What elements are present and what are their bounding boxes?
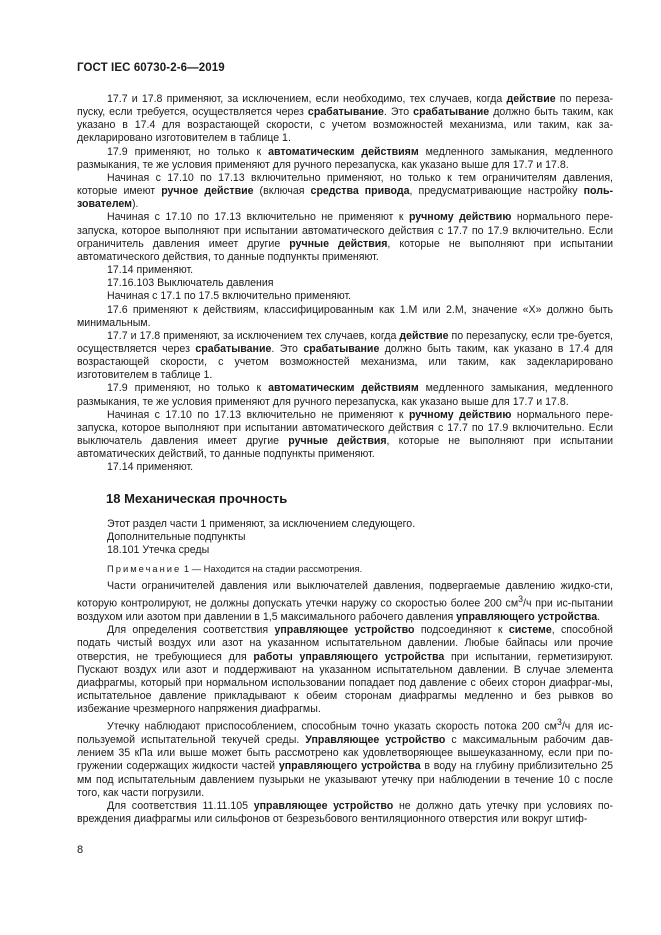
paragraph: Начиная с 17.10 по 17.13 включительно не применяют к ручному действию нормального пере-запуска, которое выполняют при испытании автоматического действия с 17.7 по 17.9 включительно. Если ограничитель давления имеет другие ручные действия, которые не выполняют при испытании автоматического действия, то данные подпункты применяют. [77,211,614,263]
paragraph: 17.9 применяют, но только к автоматическим действиям медленного замыкания, медленного размыкания, те же условия применяют для ручного перезапуска, как указано выше для 17.7 и 17.8. [77,382,614,408]
note-text: 1 — Находится на стадии рассмотрения. [181,563,363,575]
paragraph: 17.9 применяют, но только к автоматическим действиям медленного замыкания, медленного размыкания, те же условия применяют для ручного перезапуска, как указано выше для 17.7 и 17.8. [77,145,614,171]
note [77,562,613,575]
paragraph: Этот раздел части 1 применяют, за исключением следующего. [107,517,416,530]
paragraph: Начиная с 17.1 по 17.5 включительно применяют. [107,290,352,303]
note-label: Примечание [107,563,182,575]
paragraph: 17.14 применяют. [107,264,194,277]
paragraph: Утечку наблюдают приспособлением, способным точно указать скорость потока 200 $см^3/ч$ для ис-пользуемой испытательной текучей среды. Управляющее устройство с максимальным рабочим дав-лением 35 кПа или выше может быть рассмотрено как удовлетворяющее вышеуказанному, если при по-гружении содержащих жидкости частей управляющего устройства в воду на глубину приблизительно 25 мм под испытательным давлением пузырьки не указывают утечку при наблюдении в течение 10 с после того, как части погрузили. [77,717,614,799]
document-header: ГОСТ IEC 60730-2-6—2019 [77,62,225,74]
document-body [77,93,613,826]
paragraph: Для определения соответствия управляющее устройство подсоединяют к системе, способной подать чистый воздух или азот на указанном испытательном давлении. Любые байпасы или прочие отверстия, не требующиеся для работы управляющего устройства при испытании, герметизируют. Пускают воздух или азот и поддерживают на указанном испытательном давлении. В случае элемента диафрагмы, который при нормальном использовании попадает под давление с обеих сторон диафраг-мы, испытательное давление прикладывают к обеим сторонам диафрагмы медленно и без рывков во избежание чрезмерного напряжения диафрагмы. [77,624,613,716]
paragraph: Части ограничителей давления или выключателей давления, подвергаемые давлению жидко-сти, которую контролируют, не должны допускать утечки наружу со скоростью более 200 $см^3/ч$ при ис-пытании воздухом или азотом при давлении в 1,5 максимального рабочего давления управляющего устройства. [77,580,613,624]
paragraph: Начиная с 17.10 по 17.13 включительно не применяют к ручному действию нормального пере-запуска, которое выполняют при испытании автоматического действия с 17.7 по 17.9 включительно. Если выключатель давления имеет другие ручные действия, которые не выполняют при испытании автоматических действий, то данные подпункты применяют. [77,408,613,461]
paragraph: 17.7 и 17.8 применяют, за исключением тех случаев, когда действие по перезапуску, если тре-буется, осуществляется через срабатывание. Это срабатывание должно быть таким, как указано в 17.4 для возрастающей скорости, с учетом возможностей механизма, или таким, как задекларировано изготовителем в таблице 1. [77,329,614,382]
paragraph: 17.7 и 17.8 применяют, за исключением, если необходимо, тех случаев, когда действие по переза-пуску, если требуется, осуществляется через срабатывание. Это срабатывание должно быть таким, как указано в 17.4 для возрастающей скорости, с учетом возможностей механизма, или таким, как за-декларировано изготовителем в таблице 1. [77,93,613,145]
paragraph: Для соответствия 11.11.105 управляющее устройство не должно дать утечку при условиях по-вреждения диафрагмы или сильфонов от безрезьбового вентиляционного отверстия или вокруг штиф- [77,799,613,826]
paragraph: 17.14 применяют. [107,461,194,474]
subclause-title: 18.101 Утечка среды [107,544,210,556]
paragraph: Начиная с 17.10 по 17.13 включительно применяют, но только к тем ограничителям давления, которые имеют ручное действие (включая средства привода, предусматривающие настройку поль-зователем). [77,171,614,211]
paragraph: 17.6 применяют к действиям, классифицированным как 1.M или 2.M, значение «X» должно быть минимальным. [77,303,613,329]
page-number: 8 [77,844,84,856]
subclause-title: 17.16.103 Выключатель давления [107,277,274,290]
paragraph: Дополнительные подпункты [107,530,246,543]
section-heading: 18 Механическая прочность [106,490,288,506]
